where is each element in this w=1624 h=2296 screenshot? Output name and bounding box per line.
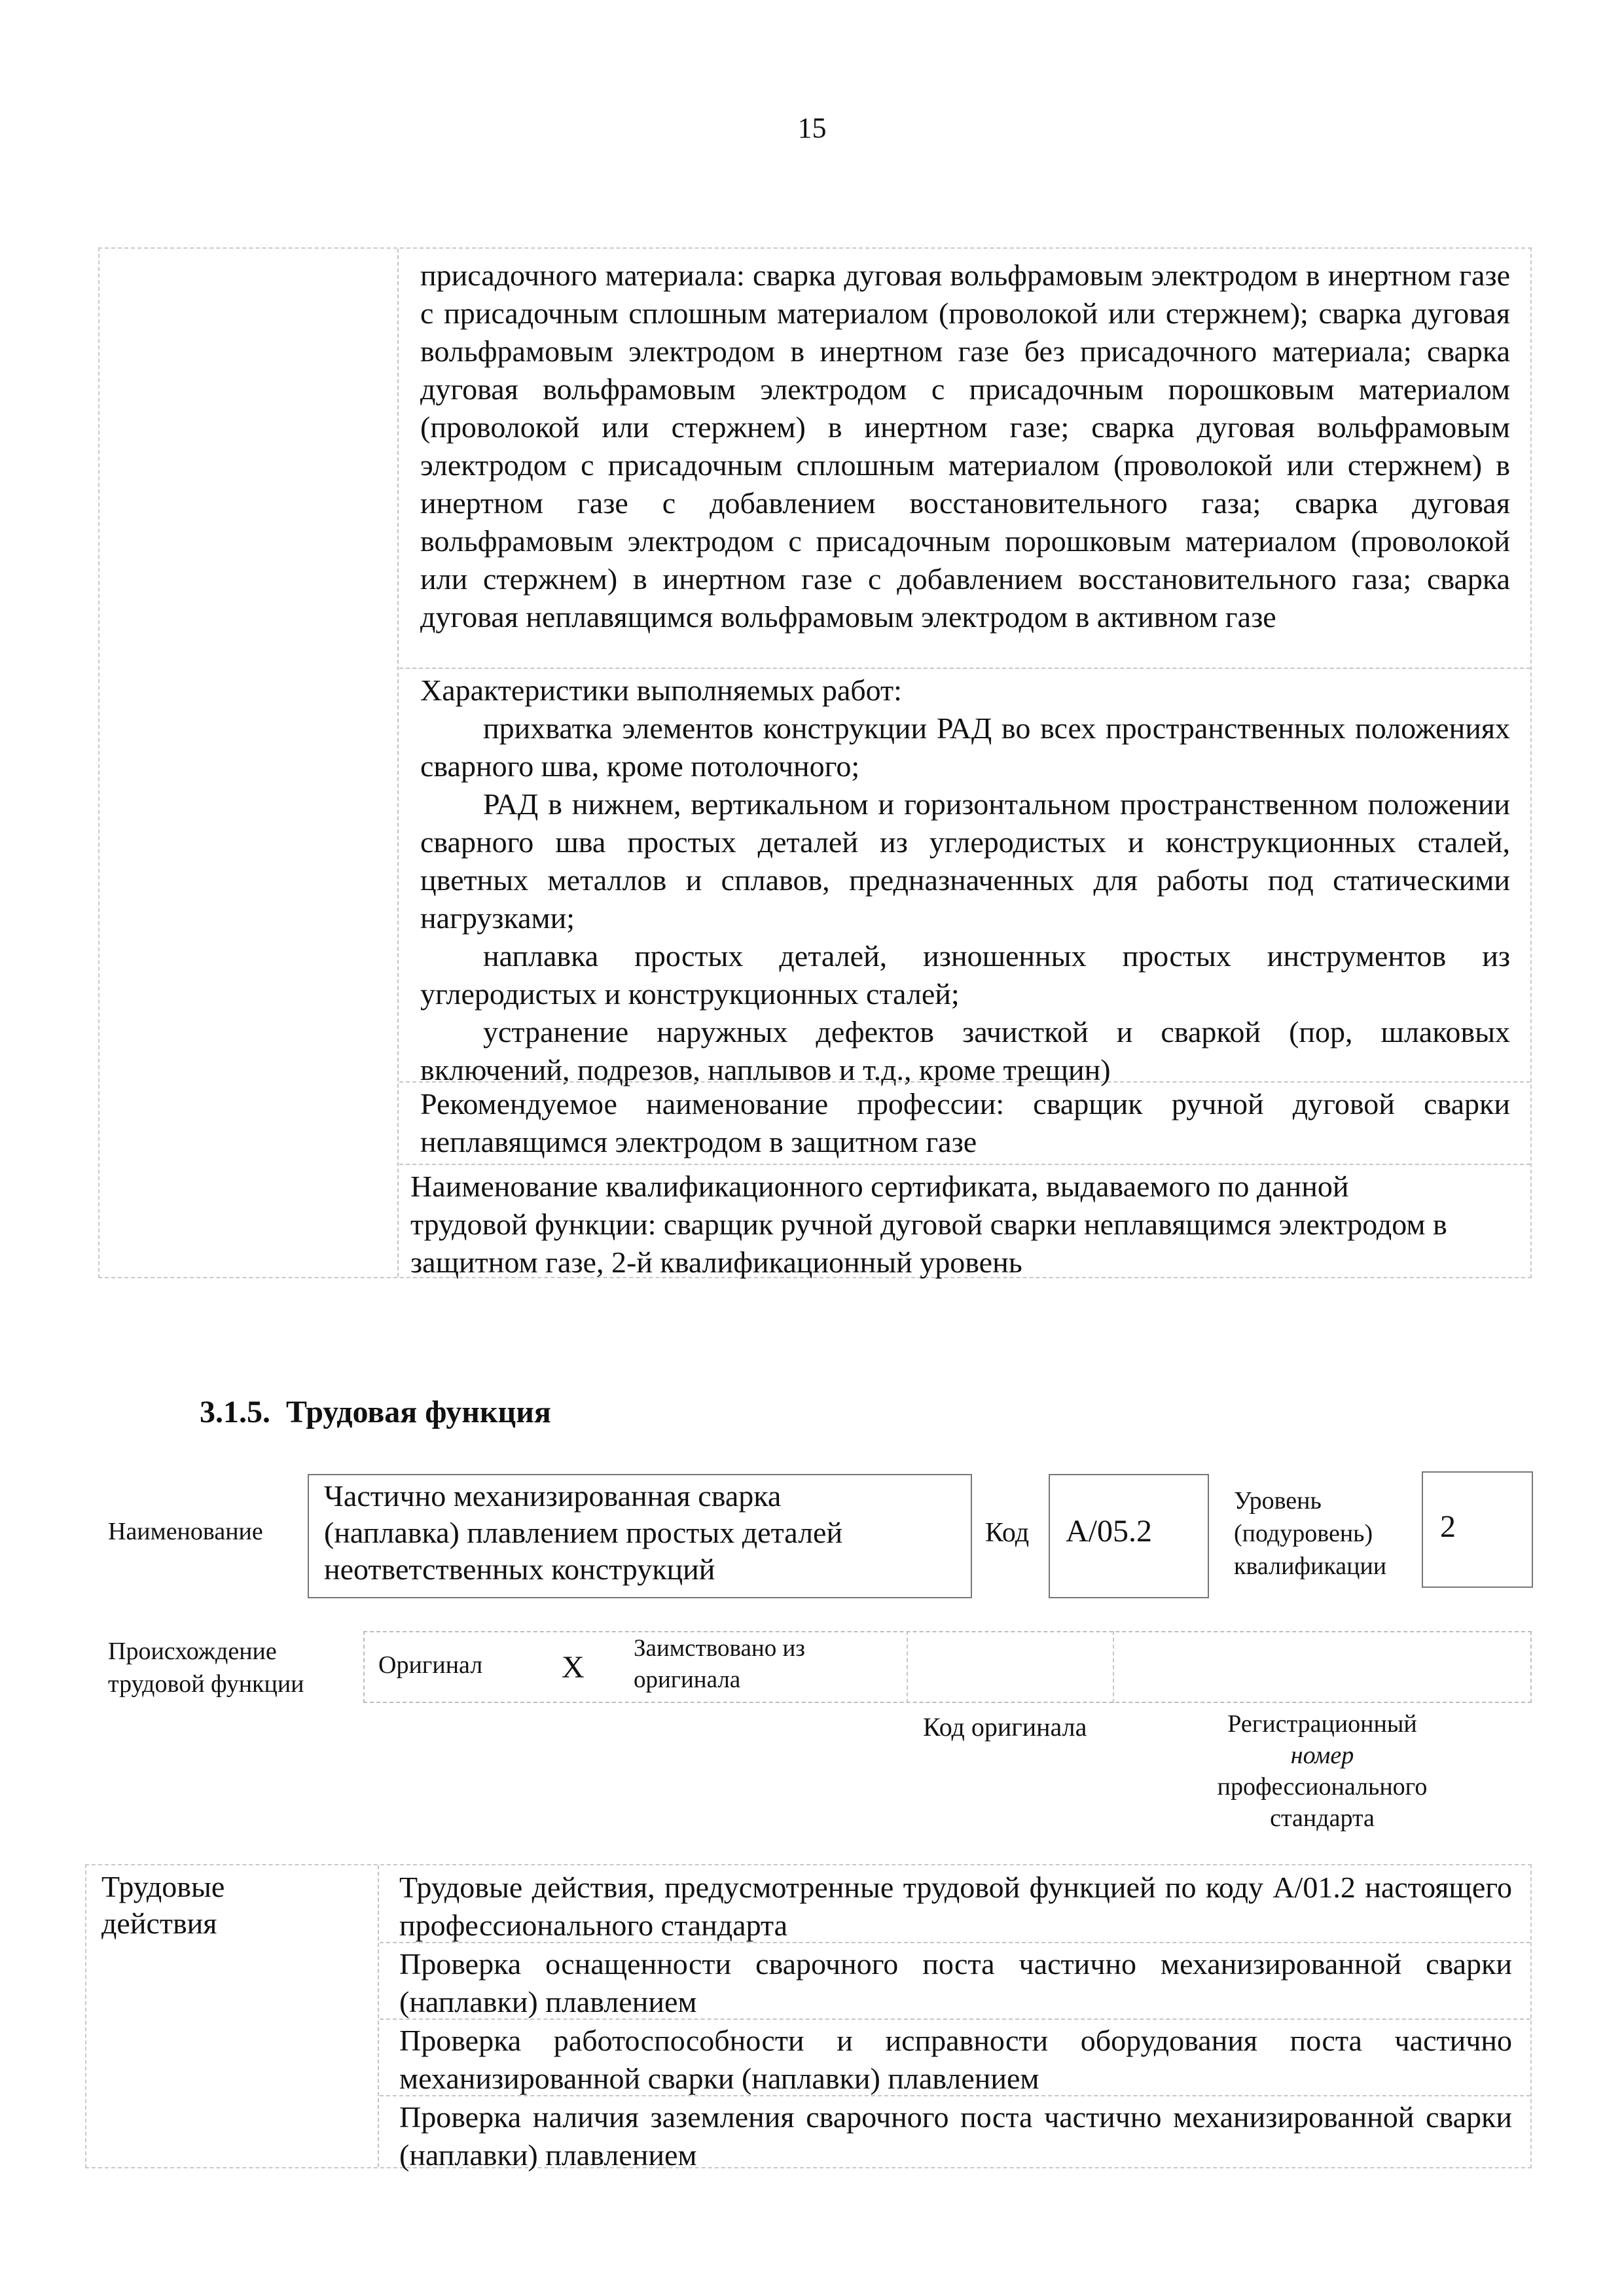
function-name-line: Частично механизированная сварка — [324, 1479, 782, 1513]
level-label-line: (подуровень) — [1234, 1520, 1373, 1547]
section-title: Трудовая функция — [286, 1395, 551, 1429]
labor-actions-column-divider — [378, 1865, 379, 2167]
reg-caption-line: номер — [1290, 1742, 1354, 1769]
origin-label-line: Происхождение — [108, 1638, 277, 1665]
function-name — [324, 1478, 842, 1588]
name-label: Наименование — [108, 1518, 263, 1545]
level-label-line: квалификации — [1234, 1552, 1387, 1580]
page-number: 15 — [797, 112, 827, 144]
characteristic-item: наплавка простых деталей, изношенных простых инструментов из углеродистых и конструкционных сталей; — [420, 939, 1510, 1011]
characteristic-item: устранение наружных дефектов зачисткой и сваркой (пор, шлаковых включений, подрезов, наплывов и т.д., кроме трещин) — [420, 1015, 1510, 1086]
recommended-profession-text: Рекомендуемое наименование профессии: сварщик ручной дуговой сварки неплавящимся электродом в защитном газе — [420, 1087, 1510, 1158]
origin-label — [108, 1635, 304, 1700]
origin-divider — [1113, 1631, 1114, 1703]
labor-action-item: Трудовые действия, предусмотренные трудовой функцией по коду А/01.2 настоящего профессионального стандарта — [399, 1871, 1512, 1942]
origin-row — [363, 1631, 1532, 1703]
level-value: 2 — [1440, 1509, 1456, 1544]
original-mark: X — [562, 1650, 585, 1685]
methods-paragraph — [420, 257, 1510, 636]
level-label-line: Уровень — [1234, 1487, 1322, 1515]
labor-action-item: Проверка работоспособности и исправности оборудования поста частично механизированной сварки (наплавки) плавлением — [399, 2024, 1512, 2095]
upper-table — [98, 247, 1532, 1278]
row-divider — [399, 668, 1530, 669]
function-name-line: (наплавка) плавлением простых деталей — [324, 1516, 843, 1549]
labor-action-item: Проверка наличия заземления сварочного поста частично механизированной сварки (наплавки) плавлением — [399, 2100, 1512, 2172]
origin-divider — [907, 1631, 908, 1703]
labor-action-item: Проверка оснащенности сварочного поста частично механизированной сварки (наплавки) плавлением — [399, 1947, 1512, 2018]
code-original-caption: Код оригинала — [923, 1712, 1087, 1742]
labor-actions-label-line: действия — [101, 1907, 217, 1940]
reg-caption-line: стандарта — [1270, 1804, 1375, 1832]
code-value: А/05.2 — [1066, 1514, 1152, 1549]
origin-label-line: трудовой функции — [108, 1670, 304, 1698]
reg-caption-line: Регистрационный — [1227, 1710, 1417, 1738]
characteristic-item: прихватка элементов конструкции РАД во всех пространственных положениях сварного шва, кроме потолочного; — [420, 711, 1510, 783]
characteristics-cell — [420, 672, 1510, 1089]
certificate-text: Наименование квалификационного сертификата, выдаваемого по данной трудовой функции: сварщик ручной дуговой сварки неплавящимся электродом в защитном газе, 2-й квалификационный уровень — [410, 1170, 1447, 1279]
section-heading — [200, 1394, 551, 1430]
labor-actions-label-line: Трудовые — [101, 1870, 225, 1903]
original-label: Оригинал — [378, 1651, 483, 1679]
upper-table-column-divider — [397, 249, 399, 1277]
level-label — [1234, 1484, 1386, 1583]
row-divider — [399, 1081, 1530, 1083]
labor-actions-label — [101, 1869, 225, 1942]
row-divider — [399, 1164, 1530, 1165]
code-label: Код — [985, 1518, 1030, 1548]
borrowed-label-line: Заимствовано из — [634, 1635, 805, 1662]
level-box — [1422, 1471, 1533, 1588]
borrowed-label — [634, 1633, 805, 1696]
certificate-cell — [410, 1168, 1458, 1282]
function-name-line: неответственных конструкций — [324, 1552, 715, 1586]
characteristics-title: Характеристики выполняемых работ: — [420, 673, 902, 707]
methods-text: присадочного материала: сварка дуговая вольфрамовым электродом в инертном газе с присадочным сплошным материалом (проволокой или стержнем); сварка дуговая вольфрамовым электродом в инертном газе без присадочного материала; сварка дуговая вольфрамовым электродом с присадочным порошковым материалом (проволокой или стержнем) в инертном газе; сварка дуговая вольфрамовым электродом с присадочным сплошным материалом (проволокой или стержнем) в инертном газе с добавлением восстановительного газа; сварка дуговая вольфрамовым электродом с присадочным порошковым материалом (проволокой или стержнем) в инертном газе с добавлением восстановительного газа; сварка дуговая неплавящимся вольфрамовым электродом в активном газе — [420, 259, 1510, 634]
section-number: 3.1.5. — [200, 1395, 270, 1429]
recommended-profession-cell — [420, 1085, 1510, 1161]
characteristic-item: РАД в нижнем, вертикальном и горизонтальном пространственном положении сварного шва простых деталей из углеродистых и конструкционных сталей, цветных металлов и сплавов, предназначенных для работы под статическими нагрузками; — [420, 787, 1510, 935]
reg-number-caption — [1152, 1708, 1492, 1834]
reg-caption-line: профессионального — [1217, 1773, 1428, 1801]
borrowed-label-line: оригинала — [634, 1666, 741, 1693]
